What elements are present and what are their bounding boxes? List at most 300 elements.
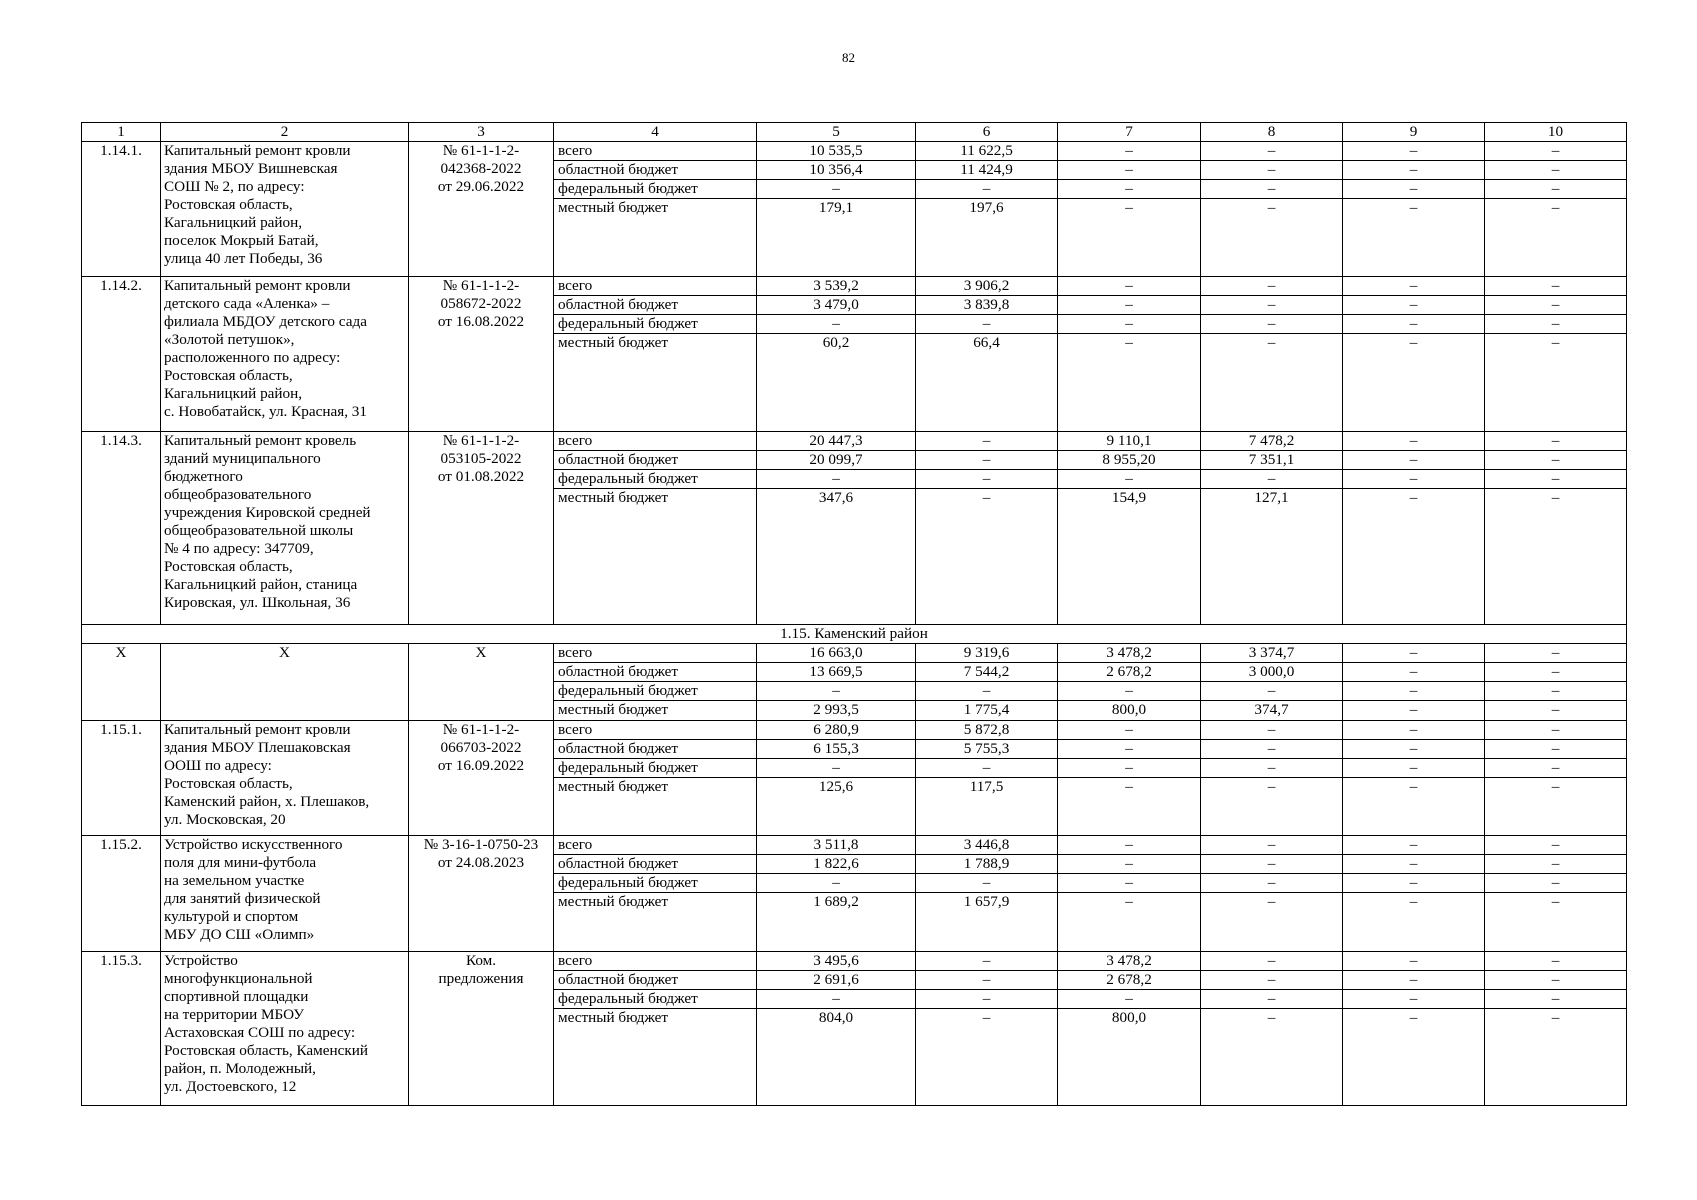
value-cell: – — [1201, 334, 1343, 432]
item-document-line: 058672-2022 — [440, 295, 522, 312]
item-name-line: Кировская, ул. Школьная, 36 — [164, 593, 351, 611]
value-cell: – — [1058, 989, 1201, 1008]
value-cell: 5 872,8 — [916, 720, 1058, 739]
value-cell: 1 689,2 — [757, 893, 916, 952]
value-cell: – — [1058, 161, 1201, 180]
table-row — [82, 431, 1627, 450]
item-name-line: здания МБОУ Вишневская — [164, 160, 338, 177]
value-cell: – — [1058, 758, 1201, 777]
value-cell: – — [1343, 161, 1485, 180]
value-cell: – — [1343, 893, 1485, 952]
item-document-line: № 61-1-1-2- — [442, 431, 520, 449]
value-cell: – — [1058, 334, 1201, 432]
item-name-line: филиала МБДОУ детского сада — [164, 313, 367, 330]
funding-source: местный бюджет — [554, 1008, 757, 1106]
value-cell: 3 495,6 — [757, 951, 916, 970]
value-cell: 3 511,8 — [757, 836, 916, 855]
value-cell: – — [1058, 777, 1201, 836]
value-cell: – — [1201, 874, 1343, 893]
value-cell: 1 775,4 — [916, 701, 1058, 721]
value-cell: – — [1343, 855, 1485, 874]
item-name-line: Каменский район, х. Плешаков, — [164, 792, 370, 810]
item-name-line: ООШ по адресу: — [164, 756, 272, 774]
item-name-line: Капитальный ремонт кровли — [164, 720, 351, 738]
value-cell: 8 955,20 — [1058, 450, 1201, 469]
value-cell: – — [757, 758, 916, 777]
value-cell: 374,7 — [1201, 701, 1343, 721]
item-name-line: Кагальницкий район, — [164, 385, 303, 402]
funding-source: федеральный бюджет — [554, 315, 757, 334]
value-cell: 2 678,2 — [1058, 663, 1201, 682]
value-cell: 3 446,8 — [916, 836, 1058, 855]
funding-source: местный бюджет — [554, 701, 757, 721]
item-name-line: Х — [279, 644, 290, 661]
value-cell: – — [1058, 739, 1201, 758]
value-cell: 60,2 — [757, 334, 916, 432]
value-cell: 6 280,9 — [757, 720, 916, 739]
value-cell: – — [1343, 296, 1485, 315]
value-cell: – — [1485, 199, 1627, 277]
value-cell: 6 155,3 — [757, 739, 916, 758]
value-cell: – — [1201, 469, 1343, 488]
value-cell: – — [1343, 951, 1485, 970]
item-name-line: Ростовская область, — [164, 774, 293, 792]
item-name-line: ул. Достоевского, 12 — [164, 1077, 297, 1095]
value-cell: – — [1485, 701, 1627, 721]
value-cell: – — [1058, 720, 1201, 739]
value-cell: – — [1485, 180, 1627, 199]
value-cell: – — [1485, 431, 1627, 450]
item-name-line: детского сада «Аленка» – — [164, 295, 330, 312]
value-cell: 7 478,2 — [1201, 431, 1343, 450]
value-cell: – — [1485, 874, 1627, 893]
value-cell: – — [1201, 893, 1343, 952]
value-cell: – — [1485, 142, 1627, 161]
value-cell: – — [757, 989, 916, 1008]
value-cell: – — [1201, 142, 1343, 161]
item-name-line: № 4 по адресу: 347709, — [164, 539, 314, 557]
value-cell: 10 535,5 — [757, 142, 916, 161]
value-cell: – — [1343, 277, 1485, 296]
item-name-line: с. Новобатайск, ул. Красная, 31 — [164, 403, 367, 420]
value-cell: – — [1485, 644, 1627, 663]
value-cell: – — [1058, 469, 1201, 488]
item-document — [409, 142, 554, 277]
value-cell: – — [916, 951, 1058, 970]
value-cell: 2 691,6 — [757, 970, 916, 989]
value-cell: – — [1343, 701, 1485, 721]
header-cell: 1 — [82, 123, 161, 142]
value-cell: – — [1485, 739, 1627, 758]
item-document-line: Ком. — [465, 951, 497, 969]
item-name-line: культурой и спортом — [164, 908, 299, 925]
item-name-line: Ростовская область, — [164, 196, 293, 213]
value-cell: – — [916, 1008, 1058, 1106]
value-cell: 7 544,2 — [916, 663, 1058, 682]
value-cell: – — [1058, 682, 1201, 701]
value-cell: 3 478,2 — [1058, 644, 1201, 663]
funding-source: областной бюджет — [554, 296, 757, 315]
value-cell: – — [1485, 951, 1627, 970]
value-cell: – — [1343, 836, 1485, 855]
item-name-line: поселок Мокрый Батай, — [164, 232, 319, 249]
value-cell: – — [1343, 315, 1485, 334]
value-cell: – — [757, 180, 916, 199]
section-title: 1.15. Каменский район — [82, 625, 1627, 644]
value-cell: – — [1343, 682, 1485, 701]
value-cell: – — [1201, 970, 1343, 989]
value-cell: – — [1485, 836, 1627, 855]
value-cell: – — [1485, 488, 1627, 625]
table-row — [82, 720, 1627, 739]
header-cell: 4 — [554, 123, 757, 142]
value-cell: – — [916, 450, 1058, 469]
value-cell: 127,1 — [1201, 488, 1343, 625]
value-cell: – — [1058, 855, 1201, 874]
funding-source: всего — [554, 431, 757, 450]
funding-source: федеральный бюджет — [554, 989, 757, 1008]
item-number: 1.14.2. — [82, 277, 161, 432]
funding-source: областной бюджет — [554, 161, 757, 180]
value-cell: – — [1485, 161, 1627, 180]
value-cell: – — [757, 469, 916, 488]
item-name — [161, 836, 409, 952]
item-name-line: на территории МБОУ — [164, 1005, 305, 1023]
funding-source: областной бюджет — [554, 855, 757, 874]
item-name-line: «Золотой петушок», — [164, 331, 295, 348]
item-document-line: 042368-2022 — [440, 160, 522, 177]
value-cell: – — [1058, 199, 1201, 277]
value-cell: – — [1485, 989, 1627, 1008]
item-name-line: Кагальницкий район, — [164, 214, 303, 231]
value-cell: – — [1485, 469, 1627, 488]
value-cell: 11 424,9 — [916, 161, 1058, 180]
value-cell: 16 663,0 — [757, 644, 916, 663]
value-cell: 20 447,3 — [757, 431, 916, 450]
funding-source: всего — [554, 142, 757, 161]
item-document-line: от 01.08.2022 — [437, 467, 525, 485]
item-name-line: общеобразовательного — [164, 485, 312, 503]
header-cell: 8 — [1201, 123, 1343, 142]
item-name-line: спортивной площадки — [164, 987, 309, 1005]
value-cell: 3 479,0 — [757, 296, 916, 315]
item-name-line: Ростовская область, — [164, 557, 293, 575]
value-cell: – — [1201, 855, 1343, 874]
item-document-line: 066703-2022 — [440, 738, 522, 756]
item-name-line: Устройство — [164, 951, 238, 969]
item-name-line: МБУ ДО СШ «Олимп» — [164, 926, 315, 943]
value-cell: – — [1485, 682, 1627, 701]
item-name — [161, 720, 409, 836]
item-name-line: Ростовская область, — [164, 367, 293, 384]
value-cell: – — [916, 315, 1058, 334]
item-name — [161, 431, 409, 625]
value-cell: – — [1343, 739, 1485, 758]
value-cell: – — [916, 431, 1058, 450]
funding-source: всего — [554, 836, 757, 855]
item-name-line: Астаховская СОШ по адресу: — [164, 1023, 356, 1041]
value-cell: 347,6 — [757, 488, 916, 625]
value-cell: 1 788,9 — [916, 855, 1058, 874]
item-document-line: от 16.08.2022 — [437, 313, 525, 330]
value-cell: – — [1201, 758, 1343, 777]
budget-table — [81, 122, 1627, 1106]
item-number: 1.15.2. — [82, 836, 161, 952]
value-cell: – — [1485, 970, 1627, 989]
item-number: 1.14.1. — [82, 142, 161, 277]
item-document-line: предложения — [438, 969, 524, 987]
item-name-line: для занятий физической — [164, 890, 321, 907]
value-cell: 20 099,7 — [757, 450, 916, 469]
value-cell: – — [1485, 296, 1627, 315]
funding-source: областной бюджет — [554, 450, 757, 469]
item-name — [161, 142, 409, 277]
value-cell: 800,0 — [1058, 1008, 1201, 1106]
value-cell: – — [1201, 720, 1343, 739]
header-row — [82, 123, 1627, 142]
value-cell: – — [916, 682, 1058, 701]
value-cell: – — [916, 180, 1058, 199]
value-cell: – — [1485, 893, 1627, 952]
value-cell: – — [1343, 199, 1485, 277]
value-cell: – — [1058, 893, 1201, 952]
value-cell: 7 351,1 — [1201, 450, 1343, 469]
item-document — [409, 644, 554, 721]
item-number: 1.14.3. — [82, 431, 161, 625]
funding-source: всего — [554, 277, 757, 296]
item-number: 1.15.1. — [82, 720, 161, 836]
header-cell: 2 — [161, 123, 409, 142]
value-cell: – — [1201, 951, 1343, 970]
value-cell: – — [1343, 777, 1485, 836]
item-document-line: от 16.09.2022 — [437, 756, 525, 774]
value-cell: – — [916, 488, 1058, 625]
value-cell: – — [1343, 758, 1485, 777]
value-cell: – — [1485, 758, 1627, 777]
item-name-line: Капитальный ремонт кровель — [164, 431, 357, 449]
value-cell: – — [916, 469, 1058, 488]
value-cell: 3 000,0 — [1201, 663, 1343, 682]
value-cell: – — [1343, 989, 1485, 1008]
value-cell: – — [1058, 296, 1201, 315]
value-cell: – — [1201, 315, 1343, 334]
value-cell: – — [1201, 836, 1343, 855]
value-cell: – — [1343, 970, 1485, 989]
value-cell: – — [1201, 777, 1343, 836]
item-name — [161, 277, 409, 432]
funding-source: федеральный бюджет — [554, 758, 757, 777]
value-cell: – — [1485, 777, 1627, 836]
value-cell: 10 356,4 — [757, 161, 916, 180]
header-cell: 7 — [1058, 123, 1201, 142]
value-cell: 66,4 — [916, 334, 1058, 432]
value-cell: 804,0 — [757, 1008, 916, 1106]
value-cell: – — [1058, 180, 1201, 199]
item-document — [409, 431, 554, 625]
value-cell: – — [1485, 450, 1627, 469]
value-cell: – — [1343, 874, 1485, 893]
header-cell: 3 — [409, 123, 554, 142]
funding-source: федеральный бюджет — [554, 180, 757, 199]
item-name — [161, 951, 409, 1106]
item-name-line: СОШ № 2, по адресу: — [164, 178, 305, 195]
value-cell: – — [1201, 180, 1343, 199]
value-cell: – — [1343, 644, 1485, 663]
item-name-line: район, п. Молодежный, — [164, 1059, 316, 1077]
value-cell: – — [1485, 1008, 1627, 1106]
value-cell: – — [1201, 1008, 1343, 1106]
funding-source: местный бюджет — [554, 488, 757, 625]
value-cell: – — [1485, 277, 1627, 296]
item-document — [409, 951, 554, 1106]
funding-source: местный бюджет — [554, 199, 757, 277]
value-cell: – — [1201, 199, 1343, 277]
item-name-line: многофункциональной — [164, 969, 313, 987]
header-cell: 9 — [1343, 123, 1485, 142]
value-cell: 11 622,5 — [916, 142, 1058, 161]
value-cell: – — [1485, 315, 1627, 334]
value-cell: – — [1485, 334, 1627, 432]
value-cell: – — [1201, 296, 1343, 315]
funding-source: федеральный бюджет — [554, 874, 757, 893]
value-cell: – — [1201, 277, 1343, 296]
value-cell: – — [1343, 720, 1485, 739]
item-document-line: от 29.06.2022 — [437, 178, 525, 195]
funding-source: областной бюджет — [554, 970, 757, 989]
table-body — [82, 123, 1627, 1106]
section-row — [82, 625, 1627, 644]
value-cell: 3 539,2 — [757, 277, 916, 296]
value-cell: – — [1058, 874, 1201, 893]
funding-source: федеральный бюджет — [554, 682, 757, 701]
value-cell: 117,5 — [916, 777, 1058, 836]
value-cell: – — [1485, 855, 1627, 874]
value-cell: 5 755,3 — [916, 739, 1058, 758]
value-cell: – — [1343, 180, 1485, 199]
value-cell: – — [1343, 1008, 1485, 1106]
value-cell: – — [1485, 720, 1627, 739]
value-cell: – — [1343, 488, 1485, 625]
page-number: 82 — [842, 50, 855, 65]
value-cell: 3 478,2 — [1058, 951, 1201, 970]
table-row — [82, 836, 1627, 855]
item-name — [161, 644, 409, 721]
value-cell: 179,1 — [757, 199, 916, 277]
value-cell: – — [1058, 142, 1201, 161]
value-cell: – — [1201, 161, 1343, 180]
value-cell: – — [916, 758, 1058, 777]
item-number: 1.15.3. — [82, 951, 161, 1106]
value-cell: – — [757, 315, 916, 334]
value-cell: 13 669,5 — [757, 663, 916, 682]
item-name-line: ул. Московская, 20 — [164, 810, 286, 828]
table-row — [82, 142, 1627, 161]
item-name-line: расположенного по адресу: — [164, 349, 341, 366]
table-row — [82, 951, 1627, 970]
value-cell: 9 319,6 — [916, 644, 1058, 663]
item-name-line: на земельном участке — [164, 872, 305, 889]
item-document-line: от 24.08.2023 — [437, 854, 525, 871]
item-name-line: Устройство искусственного — [164, 836, 343, 853]
item-name-line: поля для мини-футбола — [164, 854, 317, 871]
item-name-line: улица 40 лет Победы, 36 — [164, 250, 323, 267]
item-document-line: № 61-1-1-2- — [442, 277, 520, 294]
item-number: Х — [82, 644, 161, 721]
value-cell: 800,0 — [1058, 701, 1201, 721]
funding-source: федеральный бюджет — [554, 469, 757, 488]
item-document-line: № 3-16-1-0750-23 — [423, 836, 539, 853]
value-cell: – — [1343, 431, 1485, 450]
value-cell: 3 906,2 — [916, 277, 1058, 296]
value-cell: – — [1343, 142, 1485, 161]
value-cell: – — [1343, 334, 1485, 432]
table-row — [82, 277, 1627, 296]
item-name-line: Капитальный ремонт кровли — [164, 277, 351, 294]
value-cell: 154,9 — [1058, 488, 1201, 625]
funding-source: местный бюджет — [554, 334, 757, 432]
funding-source: областной бюджет — [554, 663, 757, 682]
item-document — [409, 720, 554, 836]
value-cell: – — [1058, 277, 1201, 296]
value-cell: – — [1058, 315, 1201, 334]
value-cell: 3 374,7 — [1201, 644, 1343, 663]
funding-source: местный бюджет — [554, 777, 757, 836]
item-name-line: Кагальницкий район, станица — [164, 575, 358, 593]
value-cell: – — [1343, 663, 1485, 682]
item-name-line: здания МБОУ Плешаковская — [164, 738, 351, 756]
item-document — [409, 836, 554, 952]
value-cell: – — [1201, 739, 1343, 758]
item-document — [409, 277, 554, 432]
value-cell: – — [1343, 450, 1485, 469]
value-cell: 197,6 — [916, 199, 1058, 277]
value-cell: – — [916, 970, 1058, 989]
item-document-line: 053105-2022 — [440, 449, 522, 467]
value-cell: – — [1201, 989, 1343, 1008]
funding-source: областной бюджет — [554, 739, 757, 758]
funding-source: местный бюджет — [554, 893, 757, 952]
value-cell: 3 839,8 — [916, 296, 1058, 315]
value-cell: 2 993,5 — [757, 701, 916, 721]
value-cell: – — [916, 989, 1058, 1008]
item-document-line: № 61-1-1-2- — [442, 142, 520, 159]
item-name-line: общеобразовательной школы — [164, 521, 354, 539]
header-cell: 10 — [1485, 123, 1627, 142]
funding-source: всего — [554, 951, 757, 970]
item-name-line: Капитальный ремонт кровли — [164, 142, 351, 159]
value-cell: 1 657,9 — [916, 893, 1058, 952]
value-cell: 125,6 — [757, 777, 916, 836]
header-cell: 5 — [757, 123, 916, 142]
item-document-line: Х — [475, 644, 487, 661]
value-cell: 2 678,2 — [1058, 970, 1201, 989]
table-row — [82, 644, 1627, 663]
item-name-line: зданий муниципального — [164, 449, 321, 467]
value-cell: – — [1058, 836, 1201, 855]
item-document-line: № 61-1-1-2- — [442, 720, 520, 738]
item-name-line: учреждения Кировской средней — [164, 503, 371, 521]
value-cell: – — [1201, 682, 1343, 701]
funding-source: всего — [554, 720, 757, 739]
value-cell: – — [757, 874, 916, 893]
value-cell: 1 822,6 — [757, 855, 916, 874]
value-cell: 9 110,1 — [1058, 431, 1201, 450]
funding-source: всего — [554, 644, 757, 663]
header-cell: 6 — [916, 123, 1058, 142]
value-cell: – — [757, 682, 916, 701]
value-cell: – — [1485, 663, 1627, 682]
value-cell: – — [1343, 469, 1485, 488]
